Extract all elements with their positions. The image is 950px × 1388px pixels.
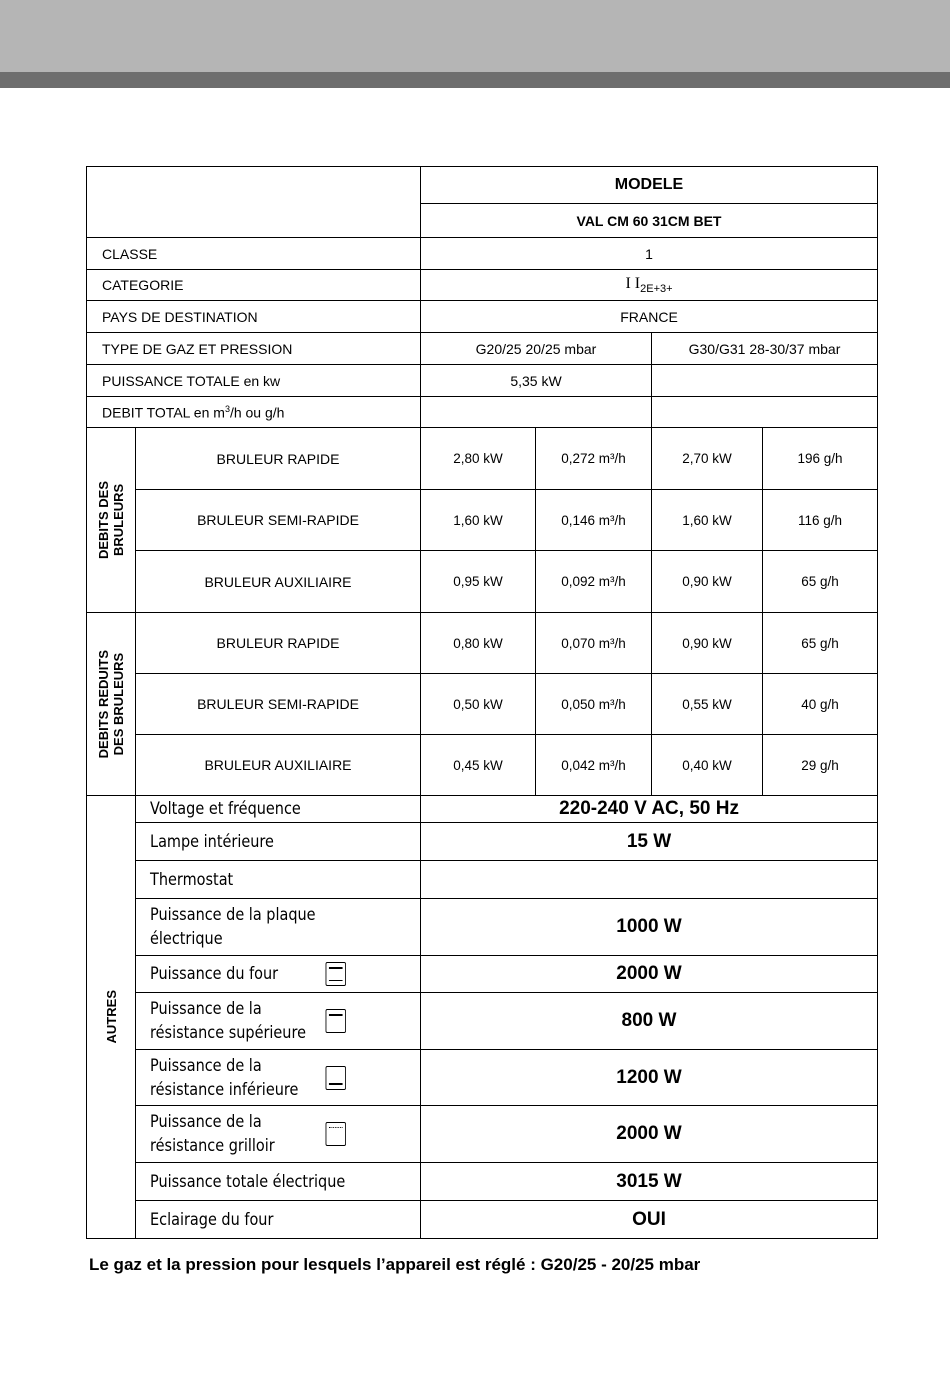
burner-value: 0,050 m³/h <box>536 674 652 735</box>
table-row <box>87 238 878 270</box>
oven-bottom-heater-icon <box>325 1066 345 1090</box>
autres-value: 220-240 V AC, 50 Hz <box>421 796 878 823</box>
table-row <box>87 490 878 551</box>
table-row <box>87 861 878 899</box>
burner-name: BRULEUR SEMI-RAPIDE <box>136 674 421 735</box>
burner-value: 1,60 kW <box>421 490 536 551</box>
autres-value <box>421 861 878 899</box>
debits-group-cell <box>87 428 136 613</box>
categorie-value <box>421 270 878 301</box>
table-row <box>87 823 878 861</box>
table-row <box>87 674 878 735</box>
categorie-label: CATEGORIE <box>87 270 421 301</box>
burner-value: 0,80 kW <box>421 613 536 674</box>
autres-value: 1000 W <box>421 899 878 956</box>
table-row <box>87 551 878 613</box>
debit-total-gas2 <box>652 397 878 428</box>
debits-reduits-group-cell <box>87 613 136 796</box>
debits-reduits-group-label: DEBITS REDUITS DES BRULEURS <box>96 649 126 759</box>
autres-group-cell <box>87 796 136 1239</box>
autres-label: Thermostat <box>136 861 378 899</box>
puissance-totale-gas2 <box>652 365 878 397</box>
categorie-value-sub: 2E+3+ <box>640 283 673 295</box>
burner-value: 0,070 m³/h <box>536 613 652 674</box>
burner-value: 0,95 kW <box>421 551 536 613</box>
oven-top-heater-icon <box>325 1009 345 1033</box>
autres-group-label: AUTRES <box>103 990 119 1044</box>
autres-value: OUI <box>421 1201 878 1239</box>
burner-value: 0,55 kW <box>652 674 763 735</box>
type-gaz-gas1: G20/25 20/25 mbar <box>421 333 652 365</box>
table-row <box>87 428 878 490</box>
autres-label: Lampe intérieure <box>136 823 378 861</box>
burner-name: BRULEUR RAPIDE <box>136 428 421 490</box>
puissance-totale-gas1: 5,35 kW <box>421 365 652 397</box>
burner-value: 0,40 kW <box>652 735 763 796</box>
burner-value: 65 g/h <box>763 551 878 613</box>
oven-grill-icon <box>325 1122 345 1146</box>
burner-value: 0,042 m³/h <box>536 735 652 796</box>
debit-total-label: DEBIT TOTAL en $m^3/h$ ou g/h <box>87 397 421 428</box>
type-gaz-label: TYPE DE GAZ ET PRESSION <box>87 333 421 365</box>
burner-value: 196 g/h <box>763 428 878 490</box>
autres-label: Voltage et fréquence <box>136 796 378 823</box>
classe-label: CLASSE <box>87 238 421 270</box>
table-row <box>87 1106 878 1163</box>
categorie-value-main: I I <box>625 275 641 292</box>
table-row <box>87 956 878 993</box>
table-row <box>87 270 878 301</box>
pays-value: FRANCE <box>421 301 878 333</box>
table-row <box>87 735 878 796</box>
autres-label: Puissance de la résistance grilloir <box>136 1106 378 1163</box>
autres-label: Puissance du four <box>136 956 378 993</box>
table-row <box>87 796 878 823</box>
table-row <box>87 1050 878 1106</box>
footer-note: Le gaz et la pression pour lesquels l’appareil est réglé : G20/25 - 20/25 mbar <box>89 1255 701 1274</box>
burner-name: BRULEUR AUXILIAIRE <box>136 735 421 796</box>
burner-value: 0,50 kW <box>421 674 536 735</box>
burner-value: 29 g/h <box>763 735 878 796</box>
oven-top-bottom-icon <box>325 962 345 986</box>
table-row <box>87 1201 878 1239</box>
burner-name: BRULEUR AUXILIAIRE <box>136 551 421 613</box>
table-row <box>87 397 878 428</box>
burner-value: 0,272 m³/h <box>536 428 652 490</box>
burner-value: 0,146 m³/h <box>536 490 652 551</box>
header-strip <box>0 72 950 88</box>
burner-value: 2,80 kW <box>421 428 536 490</box>
model-name: VAL CM 60 31CM BET <box>421 204 878 238</box>
pays-label: PAYS DE DESTINATION <box>87 301 421 333</box>
autres-value: 15 W <box>421 823 878 861</box>
table-row <box>87 301 878 333</box>
autres-value: 2000 W <box>421 956 878 993</box>
autres-value: 800 W <box>421 993 878 1050</box>
header-bar <box>0 0 950 72</box>
burner-value: 0,90 kW <box>652 613 763 674</box>
burner-value: 116 g/h <box>763 490 878 551</box>
debit-total-gas1 <box>421 397 652 428</box>
burner-value: 1,60 kW <box>652 490 763 551</box>
autres-value: 2000 W <box>421 1106 878 1163</box>
modele-header: MODELE <box>421 167 878 204</box>
burner-name: BRULEUR RAPIDE <box>136 613 421 674</box>
table-row <box>87 613 878 674</box>
autres-label: Puissance de la résistance supérieure <box>136 993 378 1050</box>
classe-value: 1 <box>421 238 878 270</box>
autres-value: 1200 W <box>421 1050 878 1106</box>
table-row <box>87 365 878 397</box>
table-row <box>87 333 878 365</box>
table-row <box>87 993 878 1050</box>
autres-label: Eclairage du four <box>136 1201 378 1239</box>
burner-value: 65 g/h <box>763 613 878 674</box>
specification-table <box>86 166 878 1239</box>
burner-value: 2,70 kW <box>652 428 763 490</box>
burner-name: BRULEUR SEMI-RAPIDE <box>136 490 421 551</box>
burner-value: 0,90 kW <box>652 551 763 613</box>
debits-group-label: DEBITS DES BRULEURS <box>96 480 126 559</box>
autres-value: 3015 W <box>421 1163 878 1201</box>
burner-value: 0,092 m³/h <box>536 551 652 613</box>
autres-label: Puissance totale électrique <box>136 1163 378 1201</box>
table-row <box>87 167 878 204</box>
burner-value: 40 g/h <box>763 674 878 735</box>
autres-label: Puissance de la plaque électrique <box>136 899 378 956</box>
puissance-totale-label: PUISSANCE TOTALE en kw <box>87 365 421 397</box>
table-row <box>87 1163 878 1201</box>
empty-corner-cell <box>87 167 421 238</box>
autres-label: Puissance de la résistance inférieure <box>136 1050 378 1106</box>
table-row <box>87 899 878 956</box>
burner-value: 0,45 kW <box>421 735 536 796</box>
type-gaz-gas2: G30/G31 28-30/37 mbar <box>652 333 878 365</box>
